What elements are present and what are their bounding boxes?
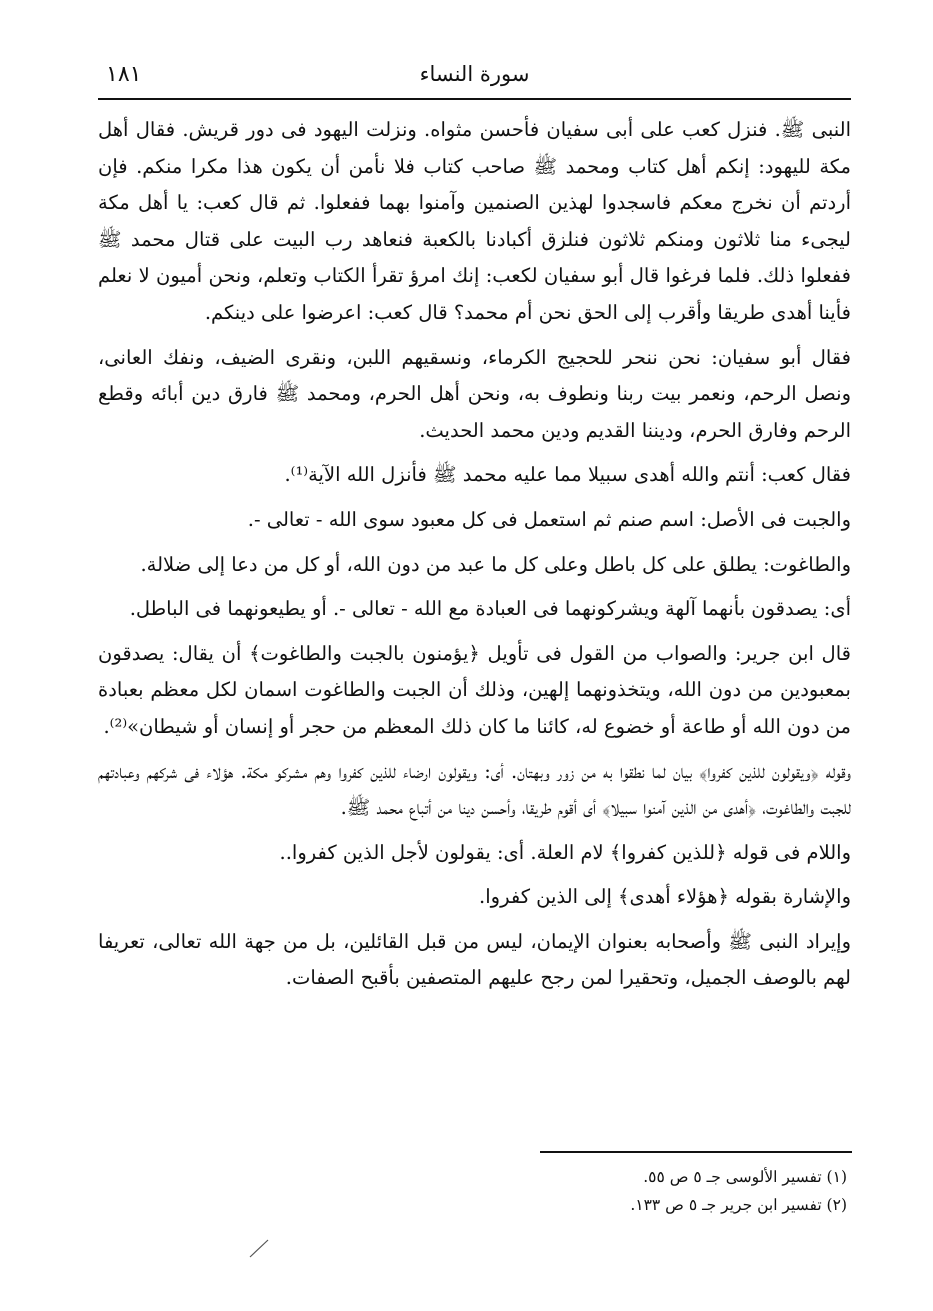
page-number: ١٨١ <box>106 62 142 87</box>
body-text <box>98 112 851 1005</box>
paragraph-6: أى: يصدقون بأنهما آلهة ويشركونهما فى العبادة مع الله - تعالى -. أو يطيعونهما فى الباطل. <box>129 597 851 621</box>
footnotes <box>540 1163 847 1219</box>
paragraph-9: واللام فى قوله ﴿للذين كفروا﴾ لام العلة. أى: يقولون لأجل الذين كفروا.. <box>279 840 851 864</box>
footnote-2: (٢) تفسير ابن جرير جـ ٥ ص ١٣٣. <box>630 1196 847 1214</box>
surah-title: سورة النساء <box>419 62 530 86</box>
footnote-1: (١) تفسير الألوسى جـ ٥ ص ٥٥. <box>643 1168 847 1186</box>
paragraph-11: وإيراد النبى ﷺ وأصحابه بعنوان الإيمان، ليس من قبل القائلين، بل من جهة الله تعالى، تعريفا لهم بالوصف الجميل، وتحقيرا لمن رجح عليهم المتصفين بأقبح الصفات. <box>98 929 851 990</box>
paragraph-3: فقال كعب: أنتم والله أهدى سبيلا مما عليه محمد ﷺ فأنزل الله الآية⁽¹⁾. <box>284 463 851 487</box>
paragraph-4: والجبت فى الأصل: اسم صنم ثم استعمل فى كل معبود سوى الله - تعالى -. <box>247 507 851 531</box>
footnote-divider <box>540 1151 852 1153</box>
paragraph-7: قال ابن جرير: والصواب من القول فى تأويل ﴿يؤمنون بالجبت والطاغوت﴾ أن يقال: يصدقون بمعبودين من دون الله، ويتخذونهما إلهين، وذلك أن الجبت والطاغوت اسمان لكل معظم بعبادة من دون الله أو طاعة أو خضوع له، كائنا ما كان ذلك المعظم من حجر أو إنسان أو شيطان»⁽²⁾. <box>98 641 851 738</box>
paragraph-8: وقوله ﴿ويقولون للذين كفروا﴾ بيان لما نطقوا به من زور وبهتان. أى: ويقولون ارضاء للذين كفروا وهم مشركو مكة. هؤلاء فى شركهم وعبادتهم للجبت والطاغوت، ﴿أهدى من الذين آمنوا سبيلا﴾ أى أقوم طريقا، وأحسن دينا من أتباع محمد ﷺ. <box>98 759 851 820</box>
paragraph-5: والطاغوت: يطلق على كل باطل وعلى كل ما عبد من دون الله، أو كل من دعا إلى ضلالة. <box>140 552 851 576</box>
paragraph-1: النبى ﷺ. فنزل كعب على أبى سفيان فأحسن مثواه. ونزلت اليهود فى دور قريش. فقال أهل مكة لليهود: إنكم أهل كتاب ومحمد ﷺ صاحب كتاب فلا نأمن أن يكون هذا مكرا منكم. فإن أردتم أن نخرج معكم فاسجدوا لهذين الصنمين وآمنوا بهما ففعلوا. ثم قال كعب: يا أهل مكة ليجىء منا ثلاثون ومنكم ثلاثون فنلزق أكبادنا بالكعبة فنعاهد رب البيت على قتال محمد ﷺ ففعلوا ذلك. فلما فرغوا قال أبو سفيان لكعب: إنك امرؤ تقرأ الكتاب وتعلم، ونحن أميون لا نعلم فأينا أهدى طريقا وأقرب إلى الحق نحن أم محمد؟ قال كعب: اعرضوا على دينكم. <box>98 118 851 324</box>
paragraph-10: والإشارة بقوله ﴿هؤلاء أهدى﴾ إلى الذين كفروا. <box>479 885 851 909</box>
pencil-mark <box>248 1238 272 1258</box>
page-header <box>98 58 851 100</box>
paragraph-2: فقال أبو سفيان: نحن ننحر للحجيج الكرماء، ونسقيهم اللبن، ونقرى الضيف، ونفك العانى، ونصل الرحم، ونعمر بيت ربنا ونطوف به، ونحن أهل الحرم، ومحمد ﷺ فارق دين أبائه وقطع الرحم وفارق الحرم، وديننا القديم ودين محمد الحديث. <box>98 345 851 442</box>
